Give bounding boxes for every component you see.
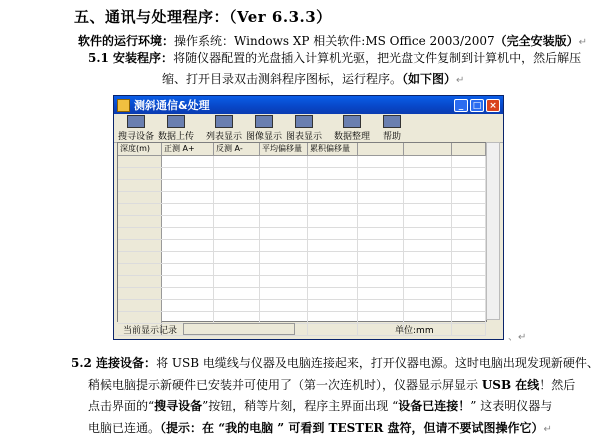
table-cell bbox=[358, 288, 404, 299]
toolbar-search-device bbox=[118, 115, 154, 142]
table-cell bbox=[308, 276, 358, 287]
install-line1 bbox=[88, 49, 581, 66]
table-row bbox=[118, 300, 486, 312]
table-cell bbox=[260, 300, 308, 311]
table-cell bbox=[452, 240, 486, 251]
table-cell bbox=[308, 300, 358, 311]
table-cell bbox=[260, 204, 308, 215]
table-cell bbox=[404, 240, 452, 251]
table-cell bbox=[260, 192, 308, 203]
table-cell bbox=[214, 204, 260, 215]
table-cell bbox=[358, 252, 404, 263]
table-cell bbox=[214, 288, 260, 299]
table-cell bbox=[118, 288, 162, 299]
table-cell bbox=[452, 156, 486, 167]
table-row bbox=[118, 264, 486, 276]
toolbar-image-view bbox=[246, 115, 282, 142]
toolbar-label: 帮助 bbox=[382, 132, 401, 142]
table-cell bbox=[308, 228, 358, 239]
help-icon bbox=[383, 115, 401, 128]
install-text1: 将随仪器配置的光盘插入计算机光驱，把光盘文件复制到计算机中，然后解压 bbox=[173, 51, 582, 65]
table-row bbox=[118, 288, 486, 300]
connect-line3 bbox=[88, 397, 552, 414]
connect-search-device: 搜寻设备 bbox=[154, 399, 203, 413]
table-cell bbox=[260, 168, 308, 179]
table-row bbox=[118, 180, 486, 192]
table-cell bbox=[118, 276, 162, 287]
table-cell bbox=[118, 204, 162, 215]
connect-text3c: ”按钮，稍等片刻，程序主界面出现 “ bbox=[202, 399, 399, 413]
table-row bbox=[118, 228, 486, 240]
toolbar-label: 数据整理 bbox=[334, 132, 371, 142]
table-cell bbox=[214, 228, 260, 239]
para-mark-icon: 、↵ bbox=[508, 332, 527, 343]
app-icon bbox=[117, 99, 130, 112]
app-toolbar bbox=[114, 114, 503, 143]
table-cell bbox=[118, 264, 162, 275]
env-text: 操作系统：Windows XP 相关软件:MS Office 2003/2007 bbox=[174, 34, 495, 48]
table-cell bbox=[404, 288, 452, 299]
table-cell bbox=[452, 168, 486, 179]
table-cell bbox=[452, 204, 486, 215]
table-cell bbox=[260, 276, 308, 287]
table-cell bbox=[214, 192, 260, 203]
table-cell bbox=[162, 300, 214, 311]
status-label: 当前显示记录 bbox=[123, 325, 178, 336]
table-cell bbox=[358, 240, 404, 251]
table-cell bbox=[118, 252, 162, 263]
table-cell bbox=[452, 276, 486, 287]
table-cell bbox=[118, 216, 162, 227]
col-negative: 反测 A- bbox=[214, 143, 260, 155]
table-cell bbox=[358, 192, 404, 203]
para-mark-icon: ↵ bbox=[543, 424, 552, 435]
env-label: 软件的运行环境： bbox=[78, 34, 175, 48]
connect-line2 bbox=[88, 376, 575, 393]
table-cell bbox=[358, 156, 404, 167]
table-cell bbox=[358, 204, 404, 215]
list-icon bbox=[215, 115, 233, 128]
table-cell bbox=[214, 168, 260, 179]
connect-text2a: 稍候电脑提示新硬件已安装并可使用了（第一次连机时），仪器显示屏显示 bbox=[88, 378, 482, 392]
table-cell bbox=[162, 264, 214, 275]
table-cell bbox=[452, 252, 486, 263]
organize-icon bbox=[343, 115, 361, 128]
env-bold: （完全安装版） bbox=[494, 34, 579, 48]
upload-icon bbox=[167, 115, 185, 128]
app-window-screenshot bbox=[113, 95, 504, 340]
table-cell bbox=[404, 156, 452, 167]
table-cell bbox=[358, 228, 404, 239]
image-icon bbox=[255, 115, 273, 128]
connect-label: 5.2 连接设备： bbox=[71, 356, 157, 370]
install-text2: 缩、打开目录双击测斜程序图标，运行程序。 bbox=[162, 72, 403, 86]
col-blank bbox=[358, 143, 404, 155]
close-button: × bbox=[486, 99, 500, 112]
table-cell bbox=[404, 192, 452, 203]
table-cell bbox=[358, 168, 404, 179]
table-cell bbox=[308, 240, 358, 251]
table-cell bbox=[308, 168, 358, 179]
toolbar-label: 图表显示 bbox=[286, 132, 323, 142]
toolbar-help bbox=[374, 115, 410, 142]
col-depth: 深度(m) bbox=[118, 143, 162, 155]
table-cell bbox=[260, 156, 308, 167]
connect-line1 bbox=[71, 354, 599, 371]
col-positive: 正测 A+ bbox=[162, 143, 214, 155]
table-cell bbox=[260, 180, 308, 191]
table-cell bbox=[162, 204, 214, 215]
para-mark-icon: ↵ bbox=[578, 37, 588, 48]
table-row bbox=[118, 276, 486, 288]
table-cell bbox=[214, 252, 260, 263]
table-cell bbox=[214, 216, 260, 227]
table-cell bbox=[404, 204, 452, 215]
col-cum-offset: 累积偏移量 bbox=[308, 143, 358, 155]
table-cell bbox=[452, 192, 486, 203]
toolbar-list-view bbox=[206, 115, 242, 142]
table-cell bbox=[214, 156, 260, 167]
col-blank bbox=[404, 143, 452, 155]
table-cell bbox=[118, 168, 162, 179]
table-cell bbox=[404, 276, 452, 287]
app-title: 测斜通信&处理 bbox=[134, 99, 210, 112]
table-cell bbox=[118, 156, 162, 167]
table-cell bbox=[452, 216, 486, 227]
connect-text1: 将 USB 电缆线与仪器及电脑连接起来，打开仪器电源。这时电脑出现发现新硬件、 bbox=[156, 356, 599, 370]
connect-tip: （提示：在 “我的电脑 ” 可看到 TESTER 盘符，但请不要试图操作它） bbox=[160, 421, 544, 435]
table-cell bbox=[118, 300, 162, 311]
table-cell bbox=[214, 300, 260, 311]
table-cell bbox=[162, 228, 214, 239]
para-mark-icon: ↵ bbox=[456, 75, 465, 86]
app-statusbar bbox=[117, 322, 500, 336]
table-cell bbox=[162, 240, 214, 251]
table-row bbox=[118, 252, 486, 264]
chart-icon bbox=[295, 115, 313, 128]
table-cell bbox=[404, 228, 452, 239]
table-cell bbox=[404, 264, 452, 275]
table-cell bbox=[118, 240, 162, 251]
table-cell bbox=[308, 252, 358, 263]
toolbar-label: 数据上传 bbox=[158, 132, 195, 142]
table-cell bbox=[308, 156, 358, 167]
table-cell bbox=[260, 252, 308, 263]
section-heading: 五、通讯与处理程序：（Ver 6.3.3） bbox=[74, 8, 332, 26]
connect-line4 bbox=[88, 419, 552, 436]
env-line bbox=[78, 32, 587, 49]
table-cell bbox=[260, 240, 308, 251]
toolbar-label: 图像显示 bbox=[246, 132, 283, 142]
table-cell bbox=[214, 264, 260, 275]
table-cell bbox=[260, 264, 308, 275]
table-cell bbox=[358, 216, 404, 227]
table-cell bbox=[358, 300, 404, 311]
table-cell bbox=[260, 288, 308, 299]
table-cell bbox=[452, 180, 486, 191]
status-box bbox=[183, 323, 295, 335]
connect-text3a: 点击界面的“ bbox=[88, 399, 155, 413]
table-cell bbox=[118, 180, 162, 191]
col-blank bbox=[452, 143, 486, 155]
table-row bbox=[118, 216, 486, 228]
connect-text4a: 电脑已连通。 bbox=[88, 421, 161, 435]
maximize-button: □ bbox=[470, 99, 484, 112]
table-cell bbox=[162, 252, 214, 263]
table-cell bbox=[308, 180, 358, 191]
table-cell bbox=[358, 264, 404, 275]
toolbar-label: 搜寻设备 bbox=[118, 132, 155, 142]
unit-label: 单位:mm bbox=[395, 325, 434, 336]
connect-usb-online: USB 在线 bbox=[481, 378, 540, 392]
table-cell bbox=[308, 204, 358, 215]
grid-scrollbar bbox=[486, 142, 500, 320]
install-bold: （如下图） bbox=[402, 72, 457, 86]
table-cell bbox=[162, 156, 214, 167]
table-cell bbox=[452, 288, 486, 299]
install-label: 5.1 安装程序： bbox=[88, 51, 174, 65]
table-cell bbox=[358, 180, 404, 191]
table-cell bbox=[162, 276, 214, 287]
table-cell bbox=[162, 216, 214, 227]
toolbar-chart-view bbox=[286, 115, 322, 142]
connect-text3e: ” 这表明仪器与 bbox=[470, 399, 553, 413]
grid-rows bbox=[118, 156, 486, 336]
table-cell bbox=[308, 216, 358, 227]
table-cell bbox=[118, 228, 162, 239]
grid-header bbox=[118, 143, 486, 156]
table-cell bbox=[404, 300, 452, 311]
table-cell bbox=[452, 264, 486, 275]
table-cell bbox=[260, 216, 308, 227]
table-cell bbox=[308, 192, 358, 203]
table-cell bbox=[452, 228, 486, 239]
table-row bbox=[118, 156, 486, 168]
table-cell bbox=[452, 300, 486, 311]
table-cell bbox=[118, 192, 162, 203]
table-cell bbox=[162, 192, 214, 203]
table-cell bbox=[358, 276, 404, 287]
table-cell bbox=[404, 216, 452, 227]
table-cell bbox=[404, 168, 452, 179]
table-cell bbox=[260, 228, 308, 239]
table-cell bbox=[308, 288, 358, 299]
table-row bbox=[118, 240, 486, 252]
table-cell bbox=[162, 180, 214, 191]
table-cell bbox=[214, 180, 260, 191]
minimize-button: _ bbox=[454, 99, 468, 112]
table-row bbox=[118, 168, 486, 180]
table-row bbox=[118, 192, 486, 204]
table-row bbox=[118, 204, 486, 216]
table-cell bbox=[404, 180, 452, 191]
search-device-icon bbox=[127, 115, 145, 128]
toolbar-label: 列表显示 bbox=[206, 132, 243, 142]
table-cell bbox=[214, 240, 260, 251]
col-avg-offset: 平均偏移量 bbox=[260, 143, 308, 155]
table-cell bbox=[308, 264, 358, 275]
install-line2 bbox=[162, 70, 464, 87]
toolbar-upload bbox=[158, 115, 194, 142]
table-cell bbox=[214, 276, 260, 287]
data-grid bbox=[117, 142, 487, 322]
table-cell bbox=[162, 168, 214, 179]
app-titlebar bbox=[114, 96, 503, 114]
table-cell bbox=[404, 252, 452, 263]
table-cell bbox=[162, 288, 214, 299]
toolbar-data-organize bbox=[334, 115, 370, 142]
connect-text2c: ！然后 bbox=[539, 378, 576, 392]
connect-device-connected: 设备已连接！ bbox=[398, 399, 471, 413]
